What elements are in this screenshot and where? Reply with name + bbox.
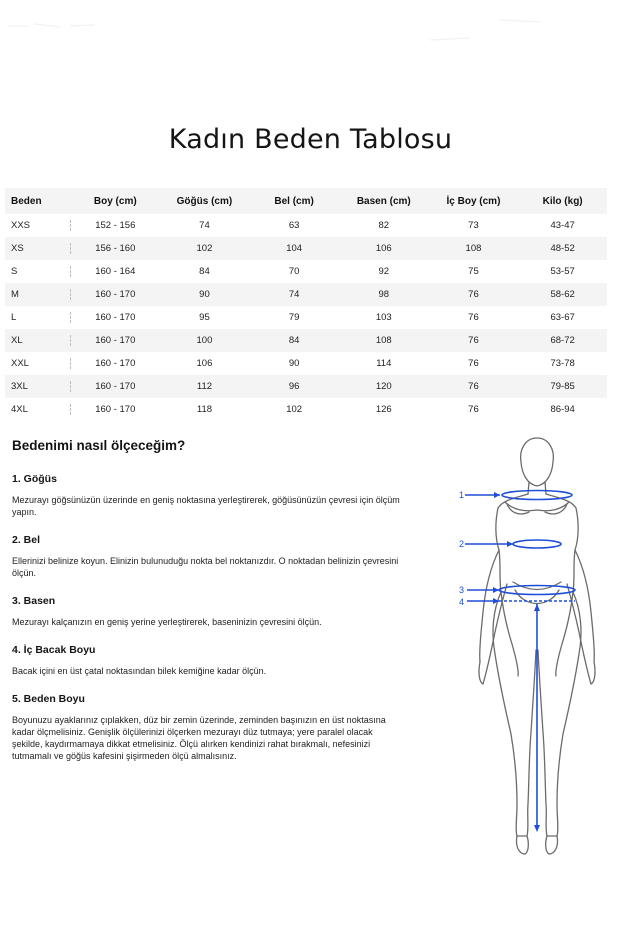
table-row [5,283,607,306]
marker-4-label: 4 [459,597,465,607]
table-cell: 79 [288,312,300,323]
page-title: Kadın Beden Tablosu [168,124,453,156]
table-cell: 160 - 170 [95,358,136,369]
table-cell: 118 [196,404,213,415]
table-cell: 48-52 [518,237,607,260]
table-cell: 43-47 [550,220,575,231]
table-row [5,352,607,375]
column-header: Göğüs (cm) [160,188,250,214]
table-row [5,398,607,421]
table-cell: 92 [378,266,390,277]
table-cell: 82 [378,220,390,231]
measurement-guide [12,438,402,778]
table-cell: 98 [339,283,429,306]
table-cell: 160 - 164 [95,266,136,277]
table-cell: 58-62 [518,283,607,306]
size-label-cell: XXL [5,352,71,375]
table-cell: 73 [468,220,479,231]
size-label-cell: S [5,260,71,283]
table-cell: 63-67 [550,312,575,323]
background-decoration [0,0,621,80]
guide-item-text: Mezurayı kalçanızın en geniş yerine yerleştirerek, baseninizin çevresini ölçün. [12,617,322,627]
table-row [5,375,607,398]
guide-title: Bedenimi nasıl ölçeceğim? [12,438,186,453]
table-cell: 76 [468,404,479,415]
table-cell: 120 [339,375,429,398]
guide-item-text: Bacak içini en üst çatal noktasından bilek kemiğine kadar ölçün. [12,666,267,676]
table-cell: 106 [196,358,213,369]
table-cell: 160 - 170 [71,283,160,306]
guide-item-hips [12,595,402,628]
column-header: Basen (cm) [339,188,429,214]
table-cell: 102 [160,237,250,260]
table-cell: 112 [160,375,250,398]
table-header-row [5,188,607,214]
table-cell: 86-94 [550,404,575,415]
table-cell: 63 [288,220,300,231]
table-cell: 103 [375,312,392,323]
table-cell: 108 [339,329,429,352]
guide-item-text: Mezurayı göğsünüzün üzerinde en geniş noktasına yerleştirerek, göğüsünüzün çevresi için ölçüm yapın. [12,495,400,517]
table-cell: 53-57 [550,266,575,277]
table-cell: 96 [249,375,339,398]
guide-item-text: Boyunuzu ayaklarınız çıplakken, düz bir zemin üzerinde, zeminden başınızın en üst noktasına kadar ölçmelisiniz. Genişlik ölçülerinizi ölçerken mezurayı düz tutmaya; yere paralel olacak şekilde, kaydırmamaya dikkat etmelisiniz. Ölçü alırken kendinizi rahat bırakmalı, nefesinizi tutmamalı ve göğüs kafesini şişirmeden ölçü almalısınız. [12,715,386,761]
table-row [5,237,607,260]
table-cell: 76 [468,358,479,369]
guide-item-waist [12,534,402,579]
table-cell: 126 [375,404,392,415]
size-label-cell: XS [5,237,71,260]
table-cell: 76 [468,312,479,323]
table-cell: 68-72 [518,329,607,352]
table-cell: 108 [429,237,519,260]
size-table-body [5,214,607,421]
column-header: Boy (cm) [71,188,160,214]
table-cell: 160 - 170 [95,312,136,323]
column-header: İç Boy (cm) [429,188,519,214]
size-label-cell: 4XL [5,398,71,421]
table-cell: 84 [249,329,339,352]
table-cell: 156 - 160 [71,237,160,260]
column-header: Kilo (kg) [518,188,607,214]
table-cell: 114 [376,358,392,369]
guide-item-height [12,693,402,762]
table-cell: 160 - 170 [95,404,136,415]
size-table [5,188,607,421]
table-cell: 106 [339,237,429,260]
table-cell: 76 [429,375,519,398]
guide-item-heading: 3. Basen [12,595,56,607]
table-cell: 152 - 156 [95,220,136,231]
marker-1-label: 1 [459,490,465,500]
table-cell: 104 [249,237,339,260]
table-cell: 102 [286,404,303,415]
guide-item-heading: 1. Göğüs [12,473,57,485]
size-label-cell: L [5,306,71,329]
table-cell: 95 [199,312,210,323]
size-label-cell: XXS [5,214,71,237]
table-cell: 75 [468,266,479,277]
column-header: Beden [5,188,71,214]
guide-item-heading: 2. Bel [12,534,41,546]
table-cell: 74 [199,220,210,231]
table-cell: 90 [160,283,250,306]
table-cell: 74 [249,283,339,306]
table-cell: 90 [288,358,300,369]
table-cell: 79-85 [518,375,607,398]
guide-item-chest [12,473,402,518]
table-cell: 70 [288,266,300,277]
table-cell: 100 [160,329,250,352]
table-cell: 73-78 [550,358,575,369]
table-cell: 160 - 170 [71,375,160,398]
size-label-cell: XL [5,329,71,352]
table-row [5,214,607,237]
marker-3-label: 3 [459,585,465,595]
size-label-cell: M [5,283,71,306]
table-cell: 160 - 170 [71,329,160,352]
guide-item-heading: 4. İç Bacak Boyu [12,644,96,656]
guide-item-heading: 5. Beden Boyu [12,693,85,705]
column-header: Bel (cm) [249,188,339,214]
table-row [5,306,607,329]
body-measurement-figure [455,432,621,862]
table-cell: 76 [429,329,519,352]
marker-2-label: 2 [459,539,465,549]
table-row [5,329,607,352]
guide-item-inseam [12,644,402,677]
guide-item-text: Ellerinizi belinize koyun. Elinizin bulunuduğu nokta bel noktanızdır. O noktadan belinizin çevresini ölçün. [12,556,399,578]
table-row [5,260,607,283]
table-cell: 84 [199,266,210,277]
size-label-cell: 3XL [5,375,71,398]
table-cell: 76 [429,283,519,306]
